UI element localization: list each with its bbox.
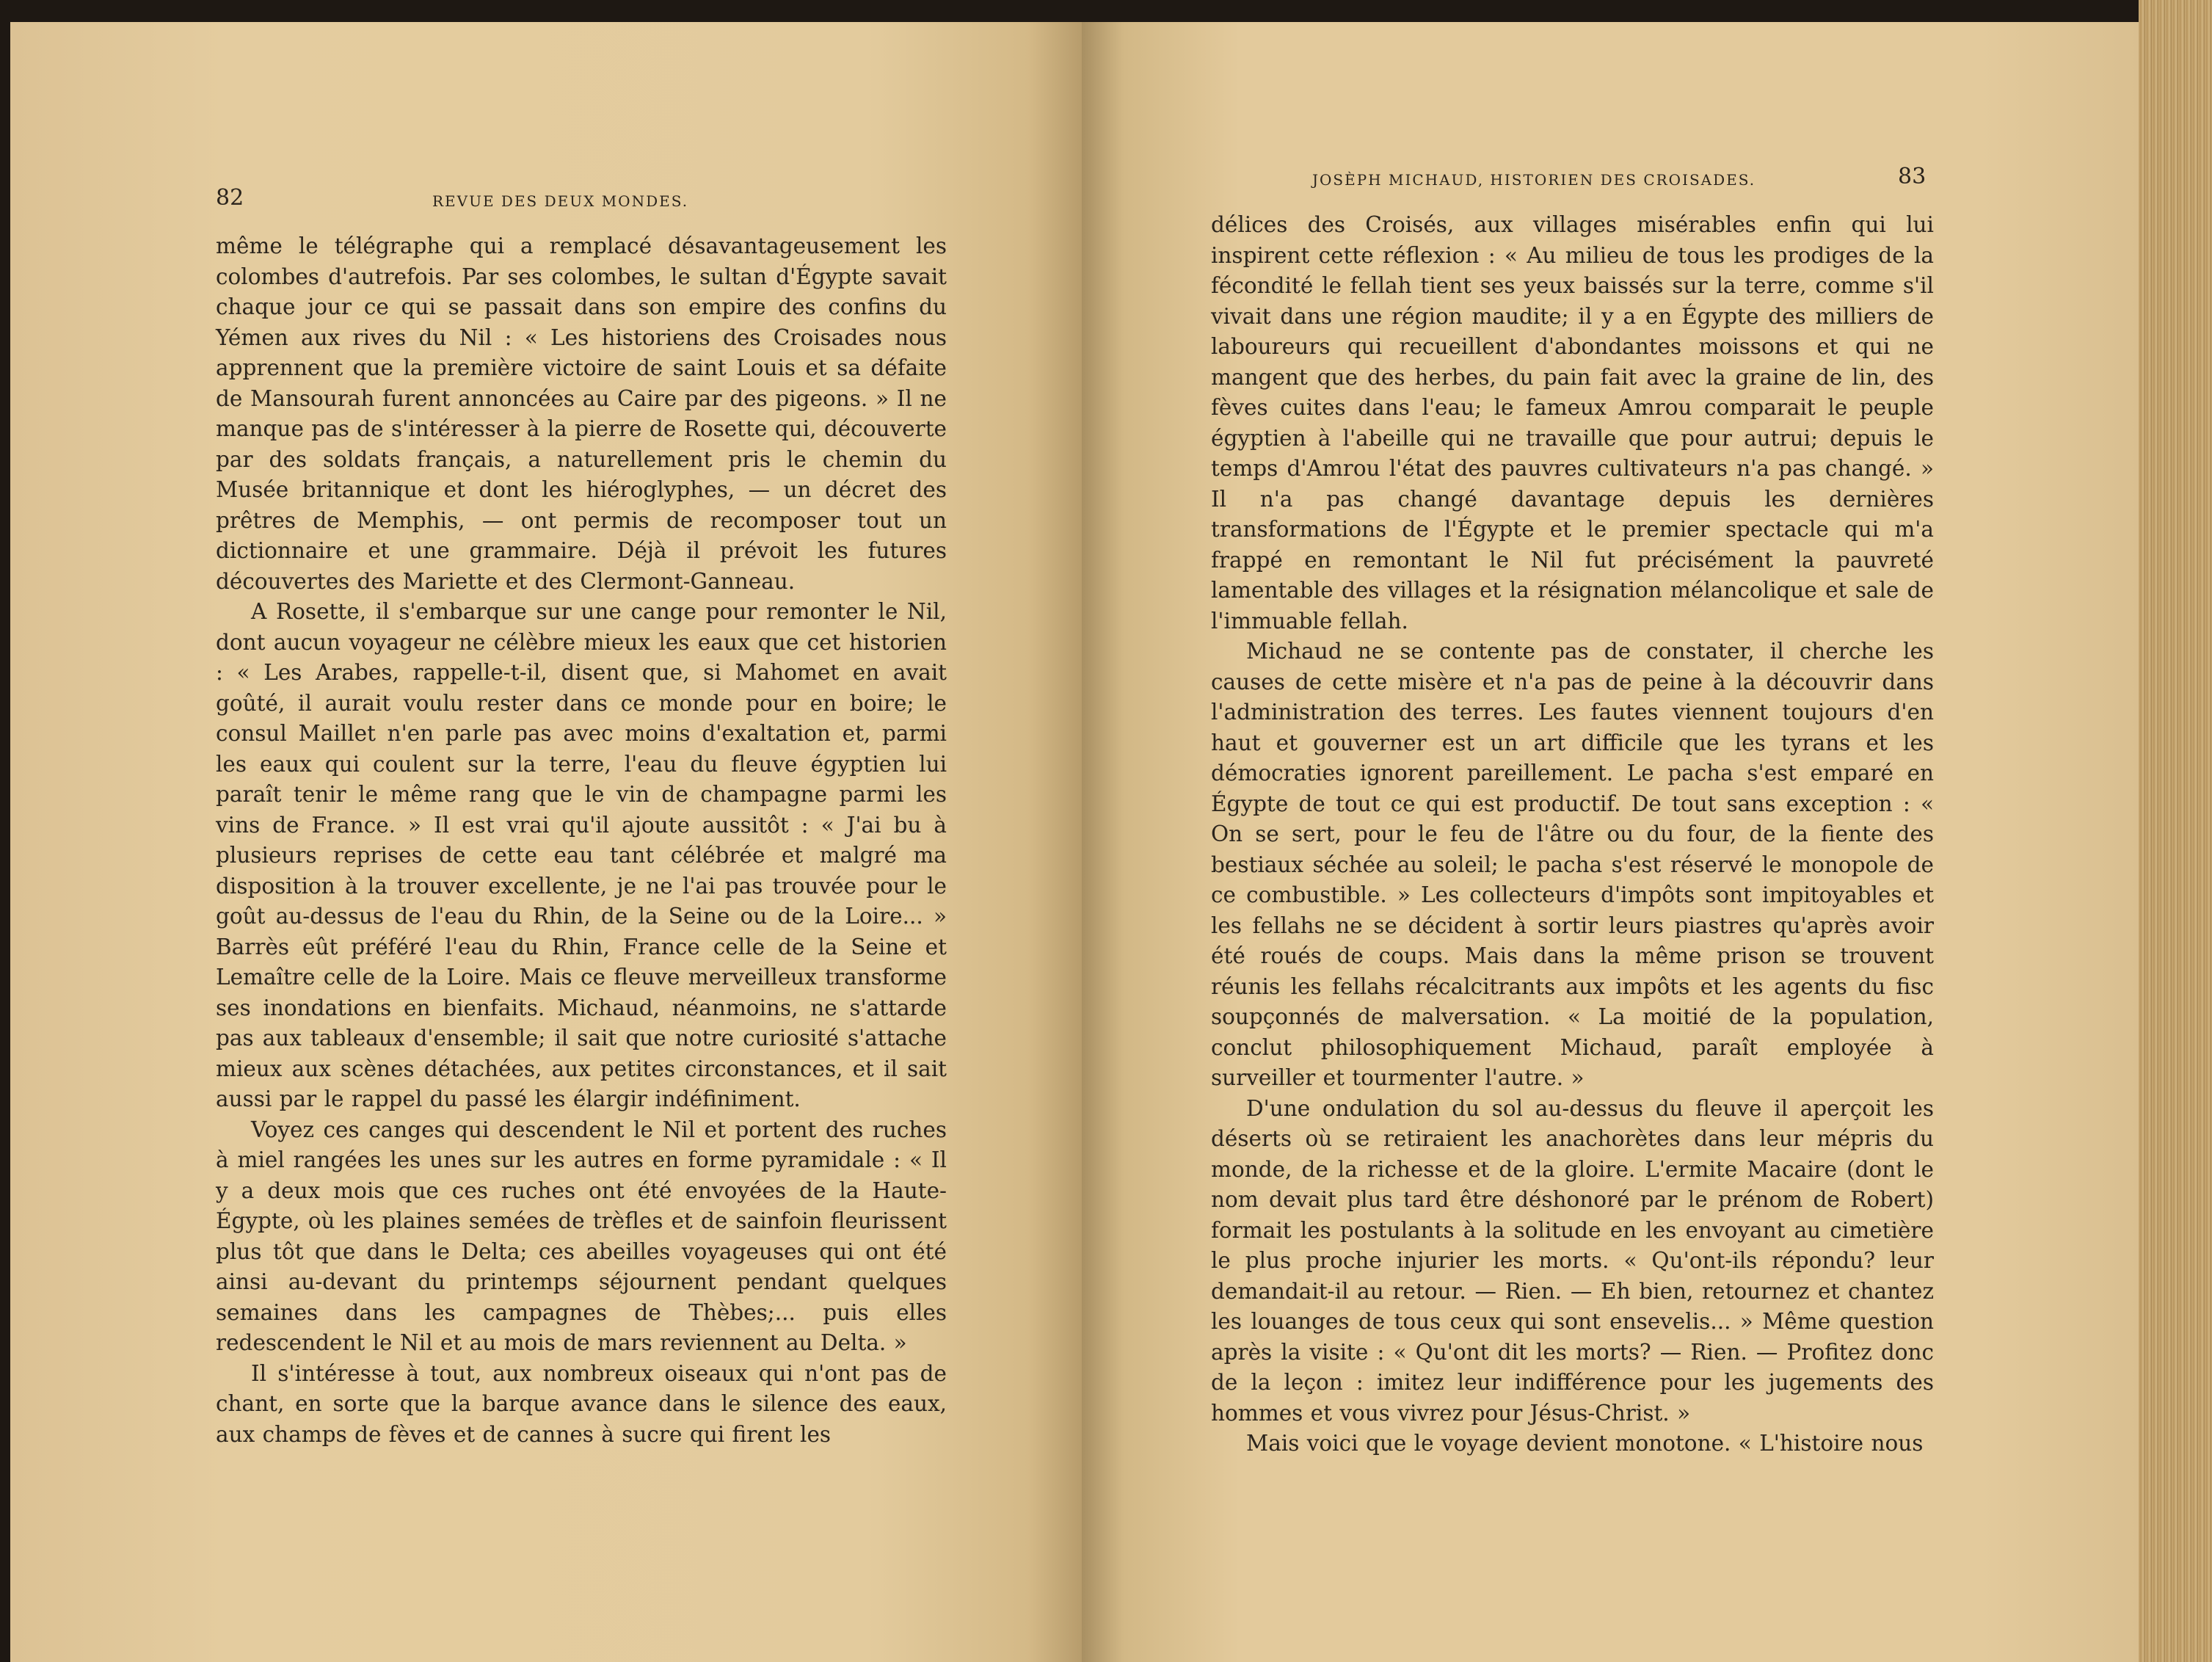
- page-number: 83: [1898, 164, 1927, 189]
- page-text: [216, 231, 947, 1450]
- left-page: [10, 22, 1082, 1662]
- page-edges: [2139, 0, 2212, 1662]
- right-page: [1082, 22, 2139, 1662]
- paragraph: A Rosette, il s'embarque sur une cange pour remonter le Nil, dont aucun voyageur ne célèbre mieux les eaux que cet historien : « Les Arabes, rappelle-t-il, disent que, si Mahomet en avait goûté, il aurait voulu rester dans ce monde pour en boire; le consul Maillet n'en parle pas avec moins d'exaltation et, parmi les eaux qui coulent sur la terre, l'eau du fleuve égyptien lui paraît tenir le même rang que le vin de champagne parmi les vins de France. » Il est vrai qu'il ajoute aussitôt : « J'ai bu à plusieurs reprises de cette eau tant célébrée et malgré ma disposition à la trouver excellente, je ne l'ai pas trouvée pour le goût au-dessus de l'eau du Rhin, de la Seine ou de la Loire... » Barrès eût préféré l'eau du Rhin, France celle de la Seine et Lemaître celle de la Loire. Mais ce fleuve merveilleux transforme ses inondations en bienfaits. Michaud, néanmoins, ne s'attarde pas aux tableaux d'ensemble; il sait que notre curiosité s'attache mieux aux scènes détachées, aux petites circonstances, et il sait aussi par le rappel du passé les élargir indéfiniment.: [216, 599, 947, 1111]
- running-head: JOSÈPH MICHAUD, HISTORIEN DES CROISADES.: [1312, 171, 1756, 189]
- paragraph: Il s'intéresse à tout, aux nombreux oiseaux qui n'ont pas de chant, en sorte que la barque avance dans le silence des eaux, aux champs de fèves et de cannes à sucre qui firent les: [216, 1360, 947, 1447]
- paragraph: Michaud ne se contente pas de constater, il cherche les causes de cette misère et n'a pas de peine à la découvrir dans l'administration des terres. Les fautes viennent toujours d'en haut et gouverner est un art difficile que les tyrans et les démocraties ignorent pareillement. Le pacha s'est emparé en Égypte de tout ce qui est productif. De tout sans exception : « On se sert, pour le feu de l'âtre ou du four, de la fiente des bestiaux séchée au soleil; le pacha s'est réservé le monopole de ce combustible. » Les collecteurs d'impôts sont impitoyables et les fellahs ne se décident à sortir leurs piastres qu'après avoir été roués de coups. Mais dans la même prison se trouvent réunis les fellahs récalcitrants aux impôts et les agents du fisc soupçonnés de malversation. « La moitié de la population, conclut philosophiquement Michaud, paraît employée à surveiller et tourmenter l'autre. »: [1211, 639, 1934, 1090]
- paragraph: Mais voici que le voyage devient monotone. « L'histoire nous: [1246, 1431, 1924, 1456]
- paragraph: D'une ondulation du sol au-dessus du fleuve il aperçoit les déserts où se retiraient les anachorètes dans leur mépris du monde, de la richesse et de la gloire. L'ermite Macaire (dont le nom devait plus tard être déshonoré par le prénom de Robert) formait les postulants à la solitude en les envoyant au cimetière le plus proche injurier les morts. « Qu'ont-ils répondu? leur demandait-il au retour. — Rien. — Eh bien, retournez et chantez les louanges de tous ceux qui sont ensevelis... » Même question après la visite : « Qu'ont dit les morts? — Rien. — Profitez donc de la leçon : imitez leur indifférence pour les jugements des hommes et vous vivrez pour Jésus-Christ. »: [1211, 1095, 1934, 1426]
- page-text: [1211, 210, 1934, 1459]
- page-number: 82: [216, 185, 244, 211]
- paragraph: même le télégraphe qui a remplacé désavantageusement les colombes d'autrefois. Par ses colombes, le sultan d'Égypte savait chaque jour ce qui se passait dans son empire des confins du Yémen aux rives du Nil : « Les historiens des Croisades nous apprennent que la première victoire de saint Louis et sa défaite de Mansourah furent annoncées au Caire par des pigeons. » Il ne manque pas de s'intéresser à la pierre de Rosette qui, découverte par des soldats français, a naturellement pris le chemin du Musée britannique et dont les hiéroglyphes, — un décret des prêtres de Memphis, — ont permis de recomposer tout un dictionnaire et une grammaire. Déjà il prévoit les futures découvertes des Mariette et des Clermont-Ganneau.: [216, 233, 947, 594]
- running-head: REVUE DES DEUX MONDES.: [432, 192, 689, 210]
- paragraph: Voyez ces canges qui descendent le Nil et portent des ruches à miel rangées les unes sur les autres en forme pyramidale : « Il y a deux mois que ces ruches ont été envoyées de la Haute-Égypte, où les plaines semées de trèfles et de sainfoin fleurissent plus tôt que dans le Delta; ces abeilles voyageuses qui ont été ainsi au-devant du printemps séjournent pendant quelques semaines dans les campagnes de Thèbes;... puis elles redescendent le Nil et au mois de mars reviennent au Delta. »: [216, 1117, 947, 1355]
- paragraph: délices des Croisés, aux villages misérables enfin qui lui inspirent cette réflexion : « Au milieu de tous les prodiges de la fécondité le fellah tient ses yeux baissés sur la terre, comme s'il vivait dans une région maudite; il y a en Égypte des milliers de laboureurs qui recueillent d'abondantes moissons et qui ne mangent que des herbes, du pain fait avec la graine de lin, des fèves cuites dans l'eau; le fameux Amrou comparait le peuple égyptien à l'abeille qui ne travaille que pour autrui; depuis le temps d'Amrou l'état des pauvres cultivateurs n'a pas changé. » Il n'a pas changé davantage depuis les dernières transformations de l'Égypte et le premier spectacle qui m'a frappé en remontant le Nil fut précisément la pauvreté lamentable des villages et la résignation mélancolique et sale de l'immuable fellah.: [1211, 212, 1934, 634]
